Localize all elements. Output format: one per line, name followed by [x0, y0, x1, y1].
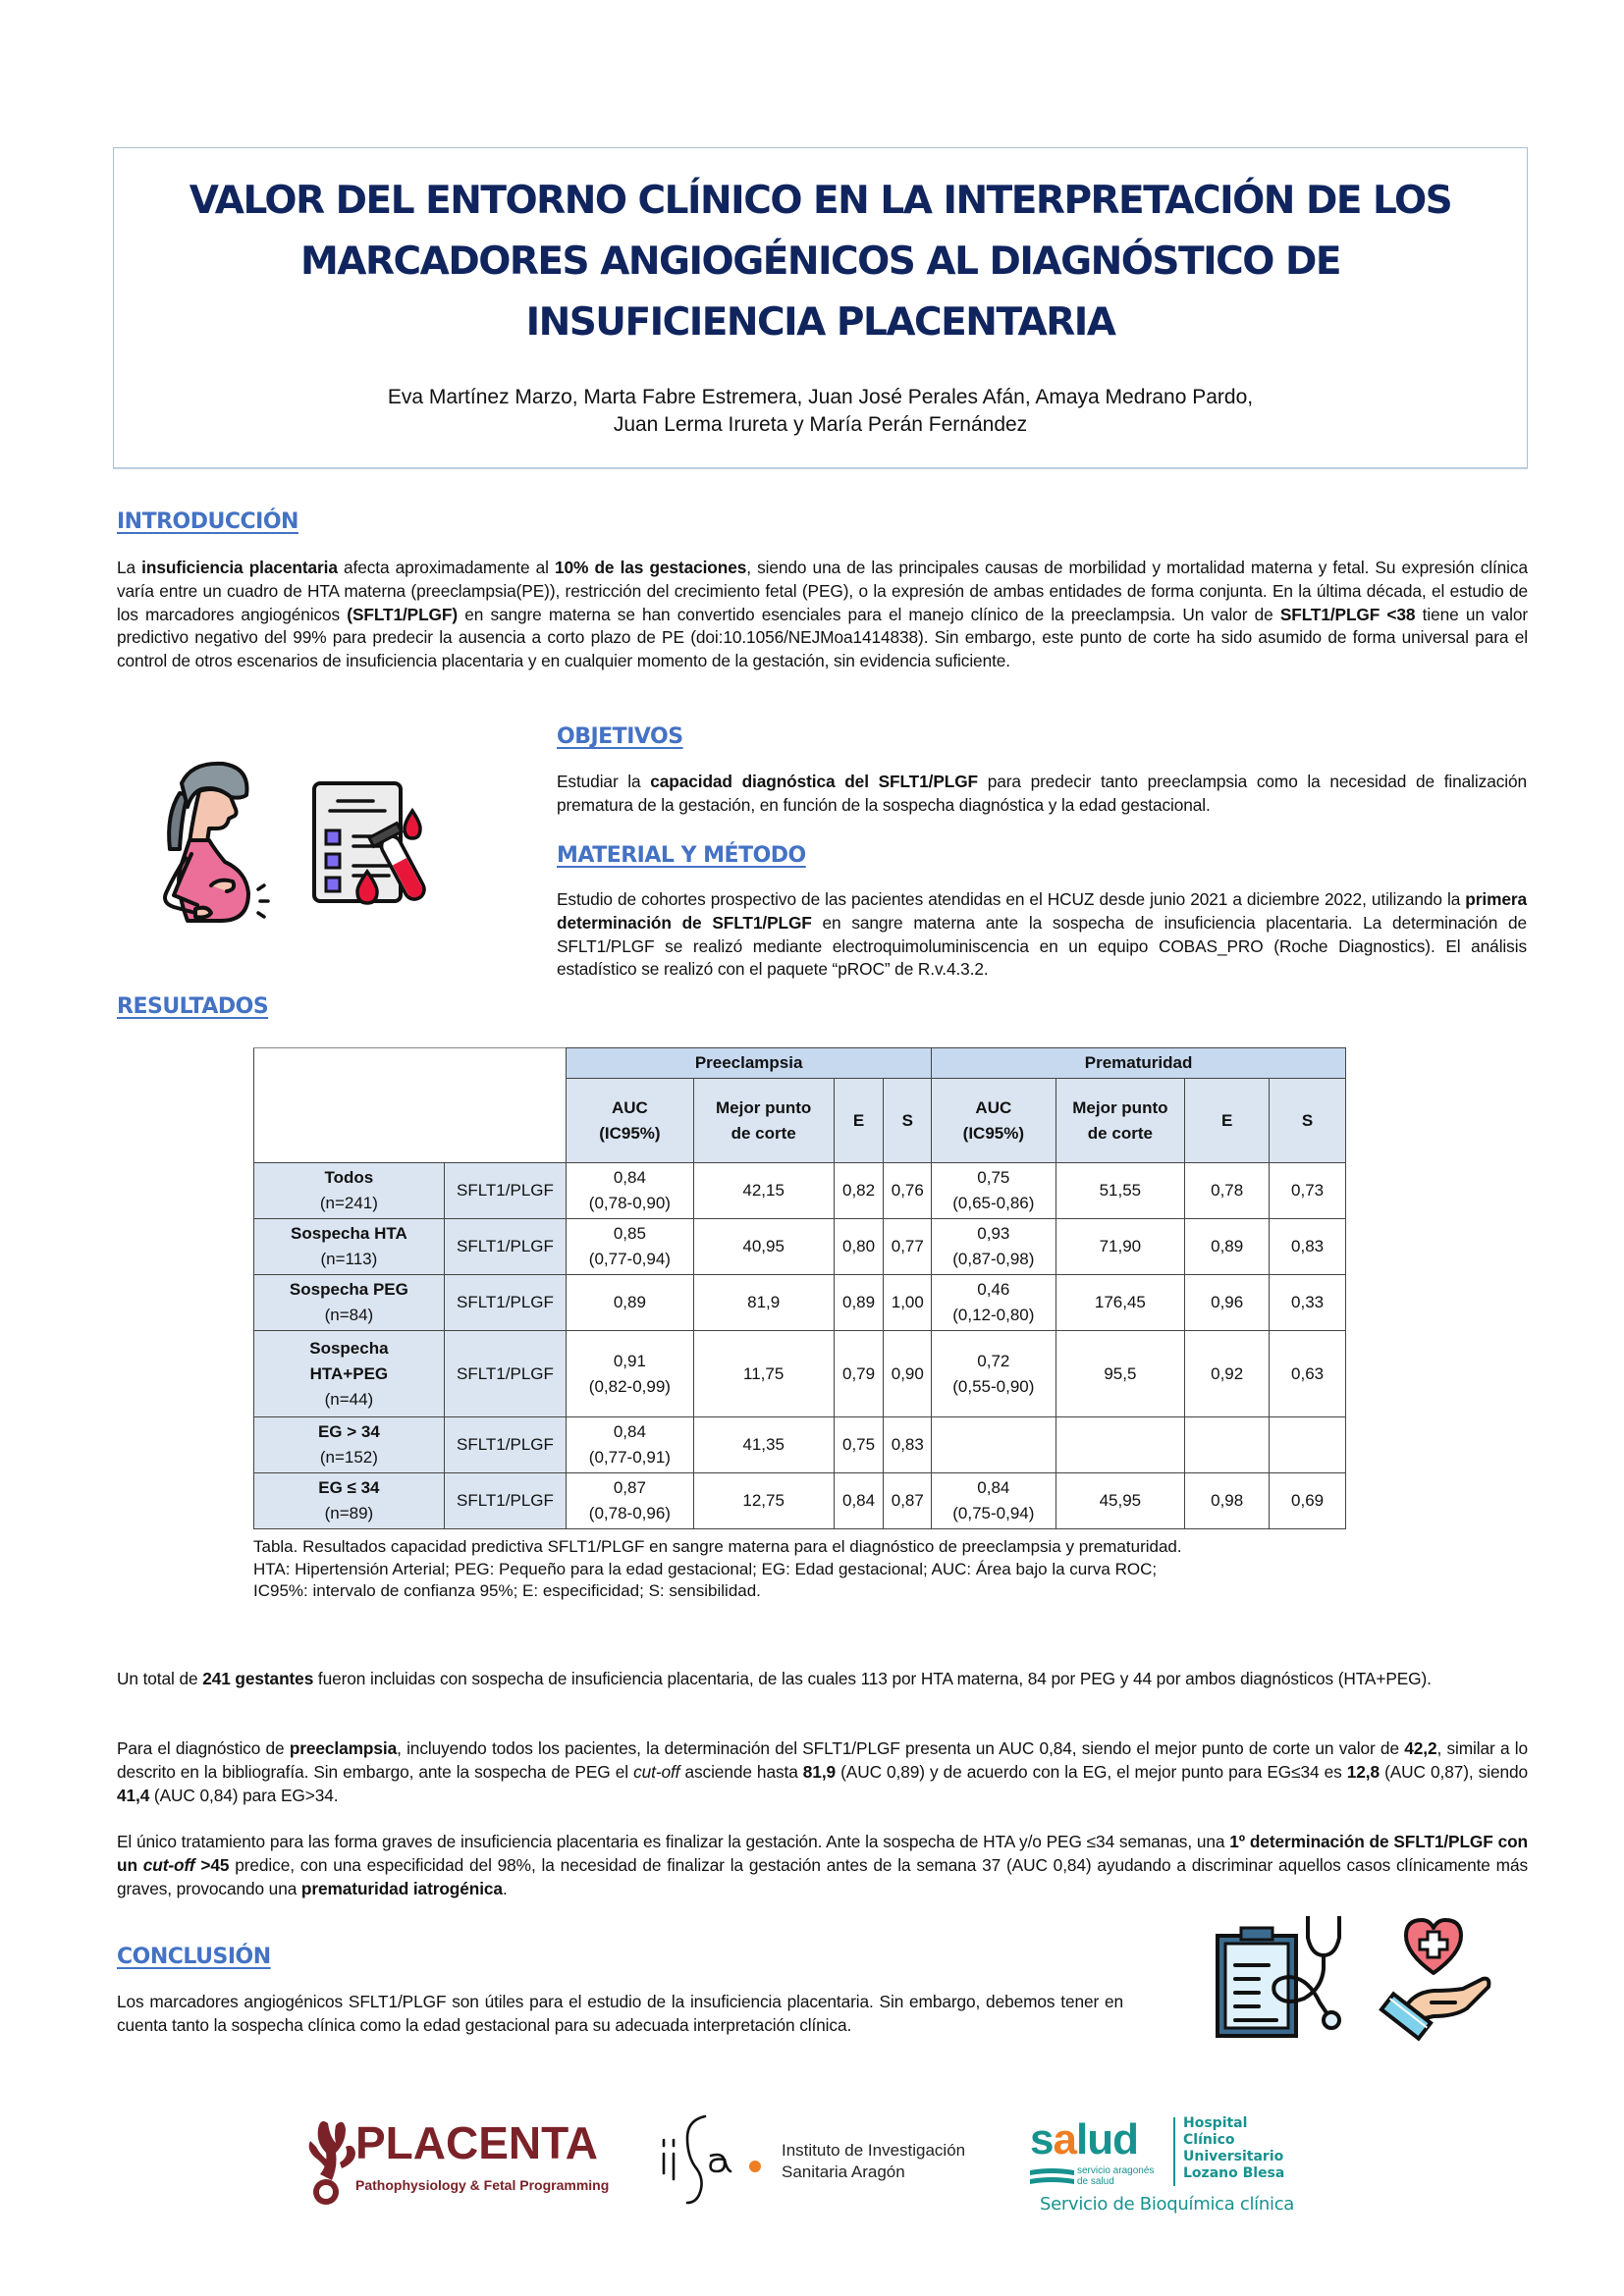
bold-run: 42,2 [1404, 1738, 1437, 1758]
cell-pre-s: 0,87 [884, 1473, 932, 1529]
logo-divider [1173, 2117, 1175, 2186]
conclusion-heading: CONCLUSIÓN [117, 1945, 271, 1969]
row-label [254, 1275, 445, 1331]
row-marker: SFLT1/PLGF [444, 1219, 566, 1275]
resultados-heading: RESULTADOS [117, 994, 269, 1019]
ci-value: (0,78-0,96) [588, 1504, 671, 1522]
row-n: (n=44) [324, 1389, 374, 1409]
auc-value: 0,46 [977, 1280, 1010, 1299]
ci-value: (0,55-0,90) [952, 1376, 1035, 1396]
auc-value: 0,84 [613, 1168, 646, 1187]
row-marker: SFLT1/PLGF [444, 1331, 566, 1417]
row-label [254, 1331, 445, 1417]
cell-prem-cutoff: 176,45 [1056, 1275, 1185, 1331]
introduccion-text [117, 557, 1528, 673]
auc-value: 0,75 [977, 1168, 1010, 1187]
salud-sub-line: de salud [1077, 2176, 1114, 2187]
cell-prem-cutoff: 45,95 [1056, 1473, 1185, 1529]
results-paragraph-1 [117, 1668, 1528, 1691]
title-line: MARCADORES ANGIOGÉNICOS AL DIAGNÓSTICO DE [300, 240, 1340, 284]
bold-run: capacidad diagnóstica del SFLT1/PLGF [650, 772, 979, 791]
text-run: (AUC 0,84) para EG>34. [149, 1785, 339, 1805]
bold-run: 41,4 [117, 1785, 150, 1805]
text-run: tiene un valor predictivo negativo del 99% para predecir la ausencia a corto plazo de PE (doi:10.1056/NEJMoa1414838). Sin embargo, este punto de corte ha sido asumido de forma universal para el control de otros escenarios de insuficiencia placentaria y en cualquier momento de la gestación, sin evidencia suficiente. [117, 604, 1528, 671]
header-line: de corte [731, 1123, 796, 1143]
table-corner-cell [254, 1048, 567, 1163]
row-marker: SFLT1/PLGF [444, 1163, 566, 1219]
metodo-heading: MATERIAL Y MÉTODO [557, 843, 806, 868]
row-label [254, 1219, 445, 1275]
text-run: (AUC 0,87), siendo [1379, 1761, 1528, 1782]
text-run: Un total de [117, 1669, 203, 1688]
header-line: Mejor punto [716, 1097, 812, 1117]
caption-line: Tabla. Resultados capacidad predictiva SFLT1/PLGF en sangre materna para el diagnóstico de preeclampsia y prematuridad. [253, 1537, 1182, 1556]
cell-pre-cutoff: 12,75 [693, 1473, 834, 1529]
header-line: (IC95%) [599, 1123, 661, 1143]
auc-value: 0,91 [613, 1351, 646, 1370]
auc-value: 0,85 [613, 1224, 646, 1243]
table-caption [253, 1536, 1341, 1603]
text-run: afecta aproximadamente al [337, 558, 556, 577]
cell-pre-s: 0,90 [884, 1331, 932, 1417]
placenta-wordmark: PLACENTA [355, 2117, 599, 2168]
column-header-e: E [1185, 1079, 1270, 1163]
ci-value: (0,12-0,80) [952, 1306, 1035, 1324]
hospital-line: Hospital [1183, 2115, 1248, 2131]
iisa-text [782, 2140, 965, 2183]
table-row [254, 1331, 1346, 1417]
cell-prem-auc [932, 1473, 1056, 1529]
text-run: en sangre materna ante la sospecha de insuficiencia placentaria. La determinación de SFLT1/PLGF se realizó mediante electroquimoluminiscencia en un equipo COBAS_PRO (Roche Diagnostics). El análisis estadístico se realizó con el paquete “pROC” de R.v.4.3.2. [557, 912, 1528, 980]
clipboard-stethoscope-icon [1214, 1908, 1351, 2041]
column-header-cutoff [1056, 1079, 1185, 1163]
salud-wordmark [1030, 2115, 1164, 2164]
hospital-line: Lozano Blesa [1183, 2165, 1285, 2181]
cell-prem-s: 0,69 [1270, 1473, 1346, 1529]
ci-value: (0,75-0,94) [952, 1504, 1035, 1522]
bold-run: 1º determinación de SFLT1/PLGF con un [117, 1832, 1529, 1875]
header-line: AUC [975, 1097, 1012, 1117]
salud-hospital-logo [1026, 2115, 1340, 2223]
row-n: (n=241) [319, 1194, 378, 1212]
bold-run: 10% de las gestaciones [555, 558, 747, 577]
bold-run: prematuridad iatrogénica [300, 1878, 503, 1898]
metodo-text [557, 888, 1527, 982]
heart-care-hand-icon [1373, 1914, 1495, 2042]
caption-line: HTA: Hipertensión Arterial; PEG: Pequeño para la edad gestacional; EG: Edad gestacional; AUC: Área bajo la curva ROC; [253, 1559, 1158, 1578]
cell-prem-s: 0,33 [1270, 1275, 1346, 1331]
cell-prem-cutoff: 71,90 [1056, 1219, 1185, 1275]
title-box [113, 147, 1528, 469]
cell-prem-auc [932, 1331, 1056, 1417]
authors [114, 384, 1527, 439]
row-marker: SFLT1/PLGF [444, 1275, 566, 1331]
cell-pre-e: 0,84 [834, 1473, 884, 1529]
bold-run: preeclampsia [289, 1738, 398, 1758]
cell-prem-cutoff: 95,5 [1056, 1331, 1185, 1417]
results-table [253, 1047, 1346, 1529]
cell-pre-s: 0,83 [884, 1417, 932, 1473]
bold-italic-run: cut-off [142, 1854, 195, 1875]
text-run: (AUC 0,89) y de acuerdo con la EG, el mejor punto para EG≤34 es [836, 1761, 1347, 1782]
salud-wordmark-text: salud [1030, 2115, 1138, 2163]
cell-pre-cutoff: 41,35 [693, 1417, 834, 1473]
table-row [254, 1163, 1346, 1219]
iisa-logo [654, 2110, 1007, 2209]
cell-prem-cutoff-empty [1056, 1417, 1185, 1473]
text-run: , similar a lo descrito en la bibliografía. Sin embargo, ante la sospecha de PEG el [117, 1738, 1528, 1782]
row-marker: SFLT1/PLGF [444, 1473, 566, 1529]
cell-pre-auc [567, 1163, 694, 1219]
iisa-line: Sanitaria Aragón [782, 2163, 905, 2181]
bold-run: primera determinación de SFLT1/PLGF [557, 889, 1527, 933]
row-n: (n=89) [324, 1504, 374, 1522]
results-paragraph-2 [117, 1737, 1528, 1807]
column-header-s: S [884, 1079, 932, 1163]
cell-prem-auc [932, 1219, 1056, 1275]
table-group-header-row [254, 1048, 1346, 1079]
row-n: (n=84) [324, 1306, 374, 1324]
bold-run: 12,8 [1346, 1761, 1380, 1782]
auc-value: 0,89 [613, 1293, 646, 1311]
row-group: Sospecha PEG [289, 1280, 408, 1299]
header-line: AUC [611, 1097, 648, 1117]
row-group: Sospecha [309, 1338, 389, 1358]
text-run: . [502, 1878, 508, 1898]
bold-run: SFLT1/PLGF <38 [1279, 604, 1416, 624]
cell-pre-auc [567, 1473, 694, 1529]
results-paragraph-3 [117, 1831, 1528, 1900]
service-name: Servicio de Bioquímica clínica [1040, 2194, 1295, 2215]
cell-prem-cutoff: 51,55 [1056, 1163, 1185, 1219]
cell-pre-s: 1,00 [884, 1275, 932, 1331]
hospital-name [1183, 2115, 1284, 2182]
cell-prem-e: 0,89 [1185, 1219, 1270, 1275]
cell-pre-cutoff: 11,75 [693, 1331, 834, 1417]
bold-run: >45 [194, 1854, 230, 1875]
cell-pre-e: 0,82 [834, 1163, 884, 1219]
iisa-mark-icon [654, 2110, 772, 2209]
caption-line: IC95%: intervalo de confianza 95%; E: especificidad; S: sensibilidad. [253, 1581, 761, 1600]
cell-pre-cutoff: 81,9 [693, 1275, 834, 1331]
group-header-prematuridad: Prematuridad [932, 1048, 1346, 1079]
cell-pre-e: 0,80 [834, 1219, 884, 1275]
cell-pre-cutoff: 40,95 [693, 1219, 834, 1275]
row-marker: SFLT1/PLGF [444, 1417, 566, 1473]
header-line: de corte [1087, 1123, 1153, 1143]
pregnant-woman-icon [152, 756, 280, 928]
auc-value: 0,93 [977, 1224, 1010, 1243]
cell-prem-s: 0,63 [1270, 1331, 1346, 1417]
ci-value: (0,82-0,99) [588, 1376, 671, 1396]
bold-run: 81,9 [802, 1761, 837, 1782]
bold-run: 241 gestantes [202, 1669, 314, 1688]
cell-prem-e: 0,98 [1185, 1473, 1270, 1529]
cell-prem-auc [932, 1275, 1056, 1331]
cell-prem-auc-empty [932, 1417, 1056, 1473]
salud-sub-line: servicio aragonés [1077, 2165, 1155, 2176]
introduccion-heading: INTRODUCCIÓN [117, 509, 298, 534]
authors-line: Eva Martínez Marzo, Marta Fabre Estremera, Juan José Perales Afán, Amaya Medrano Pardo, [387, 386, 1254, 408]
row-group: EG ≤ 34 [318, 1478, 380, 1497]
column-header-e: E [834, 1079, 884, 1163]
table-row [254, 1473, 1346, 1529]
text-run: , siendo una de las principales causas de morbilidad y mortalidad materna y fetal. Su expresión clínica varía entre un cuadro de HTA materna (preeclampsia(PE)), restricción del crecimiento fetal (PEG), o la expresión de ambas entidades de forma conjunta. En la última década, el estudio de los marcadores angiogénicos [117, 558, 1528, 624]
objetivos-text [557, 771, 1527, 818]
text-run: El único tratamiento para las forma graves de insuficiencia placentaria es finalizar la gestación. Ante la sospecha de HTA y/o PEG ≤34 semanas, una [117, 1832, 1230, 1851]
column-header-auc [567, 1079, 694, 1163]
authors-line: Juan Lerma Irureta y María Perán Fernández [613, 413, 1028, 436]
row-label [254, 1473, 445, 1529]
table-row [254, 1275, 1346, 1331]
text-run: La [117, 558, 142, 577]
cell-prem-e: 0,92 [1185, 1331, 1270, 1417]
column-header-s: S [1270, 1079, 1346, 1163]
title-line: VALOR DEL ENTORNO CLÍNICO EN LA INTERPRETACIÓN DE LOS [189, 179, 1452, 223]
cell-pre-e: 0,75 [834, 1417, 884, 1473]
ci-value: (0,77-0,94) [588, 1250, 671, 1268]
hospital-line: Clínico [1183, 2132, 1235, 2148]
hospital-line: Universitario [1183, 2149, 1284, 2164]
salud-subtitle [1077, 2165, 1154, 2187]
auc-value: 0,87 [613, 1478, 646, 1497]
bold-run: insuficiencia placentaria [141, 558, 338, 577]
row-label [254, 1417, 445, 1473]
cell-pre-auc [567, 1219, 694, 1275]
cell-pre-s: 0,76 [884, 1163, 932, 1219]
cell-pre-auc [567, 1275, 694, 1331]
ci-value: (0,87-0,98) [952, 1250, 1035, 1268]
cell-pre-s: 0,77 [884, 1219, 932, 1275]
cell-prem-s: 0,73 [1270, 1163, 1346, 1219]
placenta-logo [306, 2113, 640, 2207]
group-header-preeclampsia: Preeclampsia [567, 1048, 932, 1079]
cell-pre-auc [567, 1417, 694, 1473]
row-group: HTA+PEG [309, 1363, 389, 1383]
italic-run: cut-off [633, 1761, 680, 1782]
iisa-line: Instituto de Investigación [782, 2141, 966, 2160]
salud-waves-icon [1030, 2166, 1074, 2188]
row-group: Sospecha HTA [291, 1224, 407, 1243]
text-run: , incluyendo todos los pacientes, la determinación del SFLT1/PLGF presenta un AUC 0,84, siendo el mejor punto de corte un valor de [397, 1738, 1405, 1758]
text-run: Estudio de cohortes prospectivo de las pacientes atendidas en el HCUZ desde junio 2021 a diciembre 2022, utilizando la [557, 889, 1466, 909]
title-line: INSUFICIENCIA PLACENTARIA [525, 300, 1115, 345]
cell-prem-e-empty [1185, 1417, 1270, 1473]
text-run: en sangre materna se han convertido esenciales para el manejo clínico de la preeclampsia. Un valor de [458, 604, 1280, 624]
cell-prem-e: 0,96 [1185, 1275, 1270, 1331]
cell-prem-s: 0,83 [1270, 1219, 1346, 1275]
conclusion-text: Los marcadores angiogénicos SFLT1/PLGF son útiles para el estudio de la insuficiencia placentaria. Sin embargo, debemos tener en cuenta tanto la sospecha clínica como la edad gestacional para su adecuada interpretación clínica. [117, 1992, 1123, 2035]
ci-value: (0,65-0,86) [952, 1194, 1035, 1212]
cell-pre-cutoff: 42,15 [693, 1163, 834, 1219]
bold-run: (SFLT1/PLGF) [347, 604, 459, 624]
row-n: (n=152) [319, 1448, 378, 1467]
cell-pre-e: 0,79 [834, 1331, 884, 1417]
auc-value: 0,84 [977, 1478, 1010, 1497]
header-line: Mejor punto [1072, 1097, 1168, 1117]
text-run: fueron incluidas con sospecha de insuficiencia placentaria, de las cuales 113 por HTA materna, 84 por PEG y 44 por ambos diagnósticos (HTA+PEG). [313, 1669, 1432, 1688]
cell-prem-s-empty [1270, 1417, 1346, 1473]
row-group: EG > 34 [317, 1422, 380, 1441]
text-run: para predecir tanto preeclampsia como la necesidad de finalización prematura de la gestación, en función de la sospecha diagnóstica y la edad gestacional. [557, 772, 1528, 815]
column-header-auc [932, 1079, 1056, 1163]
column-header-cutoff [693, 1079, 834, 1163]
row-n: (n=113) [320, 1250, 378, 1268]
blood-test-icon [306, 775, 434, 918]
cell-prem-e: 0,78 [1185, 1163, 1270, 1219]
text-run: Para el diagnóstico de [117, 1738, 290, 1758]
text-run: asciende hasta [679, 1761, 803, 1782]
text-run: predice, con una especificidad del 98%, la necesidad de finalizar la gestación antes de la semana 37 (AUC 0,84) ayudando a discriminar aquellos casos clínicamente más graves, provocando una [117, 1854, 1528, 1898]
row-group: Todos [324, 1168, 374, 1187]
cell-prem-auc [932, 1163, 1056, 1219]
objetivos-heading: OBJETIVOS [557, 724, 683, 749]
auc-value: 0,72 [977, 1351, 1010, 1370]
poster-title [114, 171, 1527, 353]
salud-wordmark-accent: a [1053, 2115, 1076, 2163]
table-row [254, 1417, 1346, 1473]
auc-value: 0,84 [613, 1422, 646, 1441]
text-run: Estudiar la [557, 772, 651, 791]
ci-value: (0,77-0,91) [588, 1448, 671, 1467]
placenta-tagline: Pathophysiology & Fetal Programming [355, 2177, 610, 2193]
cell-pre-e: 0,89 [834, 1275, 884, 1331]
ci-value: (0,78-0,90) [588, 1194, 671, 1212]
row-label [254, 1163, 445, 1219]
header-line: (IC95%) [962, 1123, 1025, 1143]
table-row [254, 1219, 1346, 1275]
cell-pre-auc [567, 1331, 694, 1417]
